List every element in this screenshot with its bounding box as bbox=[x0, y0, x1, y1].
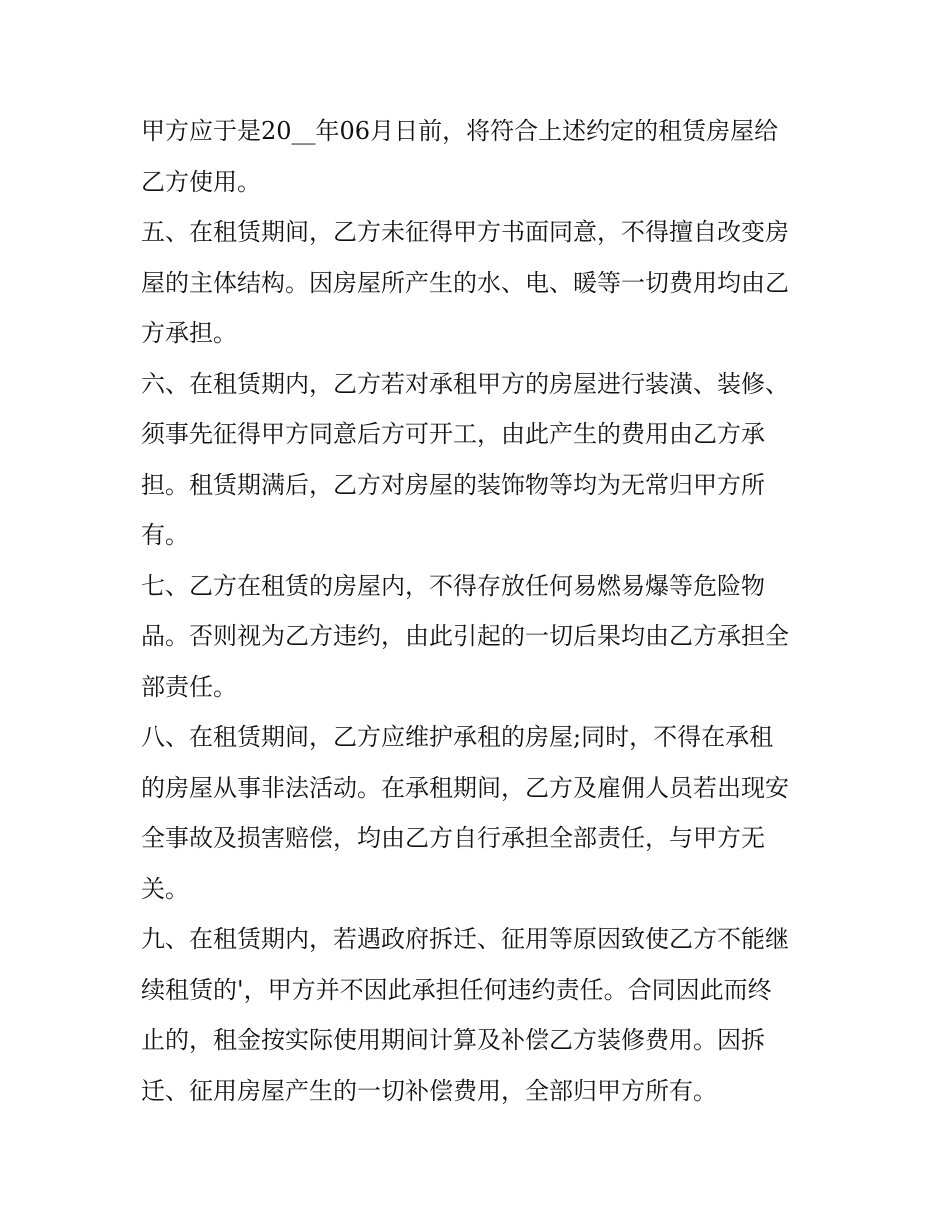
document-body bbox=[141, 106, 821, 1116]
paragraph-line: 关。 bbox=[141, 874, 189, 903]
paragraph-line: 乙方使用。 bbox=[141, 167, 261, 196]
paragraph-line: 方承担。 bbox=[141, 319, 237, 347]
paragraph-line: 部责任。 bbox=[141, 672, 237, 701]
paragraph-line: 须事先征得甲方同意后方可开工，由此产生的费用由乙方承 bbox=[141, 420, 765, 448]
paragraph-clause-7 bbox=[141, 561, 821, 713]
paragraph-line: 续租赁的'，甲方并不因此承担任何违约责任。合同因此而终 bbox=[141, 975, 772, 1004]
paragraph-line: 有。 bbox=[141, 521, 189, 549]
paragraph-clause-5 bbox=[141, 207, 821, 359]
paragraph-clause-9 bbox=[141, 914, 821, 1116]
paragraph-line: 的房屋从事非法活动。在承租期间，乙方及雇佣人员若出现安 bbox=[141, 773, 789, 802]
paragraph-delivery-date bbox=[141, 106, 821, 207]
paragraph-line: 品。否则视为乙方违约，由此引起的一切后果均由乙方承担全 bbox=[141, 622, 789, 650]
paragraph-line: 七、乙方在租赁的房屋内，不得存放任何易燃易爆等危险物 bbox=[141, 571, 765, 600]
paragraph-clause-8 bbox=[141, 712, 821, 914]
paragraph-line: 五、在租赁期间，乙方未征得甲方书面同意，不得擅自改变房 bbox=[141, 218, 789, 246]
paragraph-line: 六、在租赁期内，乙方若对承租甲方的房屋进行装潢、装修、 bbox=[141, 369, 789, 398]
paragraph-line: 全事故及损害赔偿，均由乙方自行承担全部责任，与甲方无 bbox=[141, 824, 765, 852]
paragraph-line: 担。租赁期满后，乙方对房屋的装饰物等均为无常归甲方所 bbox=[141, 470, 765, 499]
paragraph-line: 止的，租金按实际使用期间计算及补偿乙方装修费用。因拆 bbox=[141, 1026, 765, 1054]
paragraph-line: 八、在租赁期间，乙方应维护承租的房屋;同时，不得在承租 bbox=[141, 723, 774, 751]
paragraph-line: 屋的主体结构。因房屋所产生的水、电、暖等一切费用均由乙 bbox=[141, 268, 789, 297]
paragraph-line: 迁、征用房屋产生的一切补偿费用，全部归甲方所有。 bbox=[141, 1076, 717, 1105]
paragraph-clause-6 bbox=[141, 359, 821, 561]
paragraph-line: 九、在租赁期内，若遇政府拆迁、征用等原因致使乙方不能继 bbox=[141, 925, 789, 953]
paragraph-line: 甲方应于是20__年06月日前，将符合上述约定的租赁房屋给 bbox=[141, 117, 779, 145]
